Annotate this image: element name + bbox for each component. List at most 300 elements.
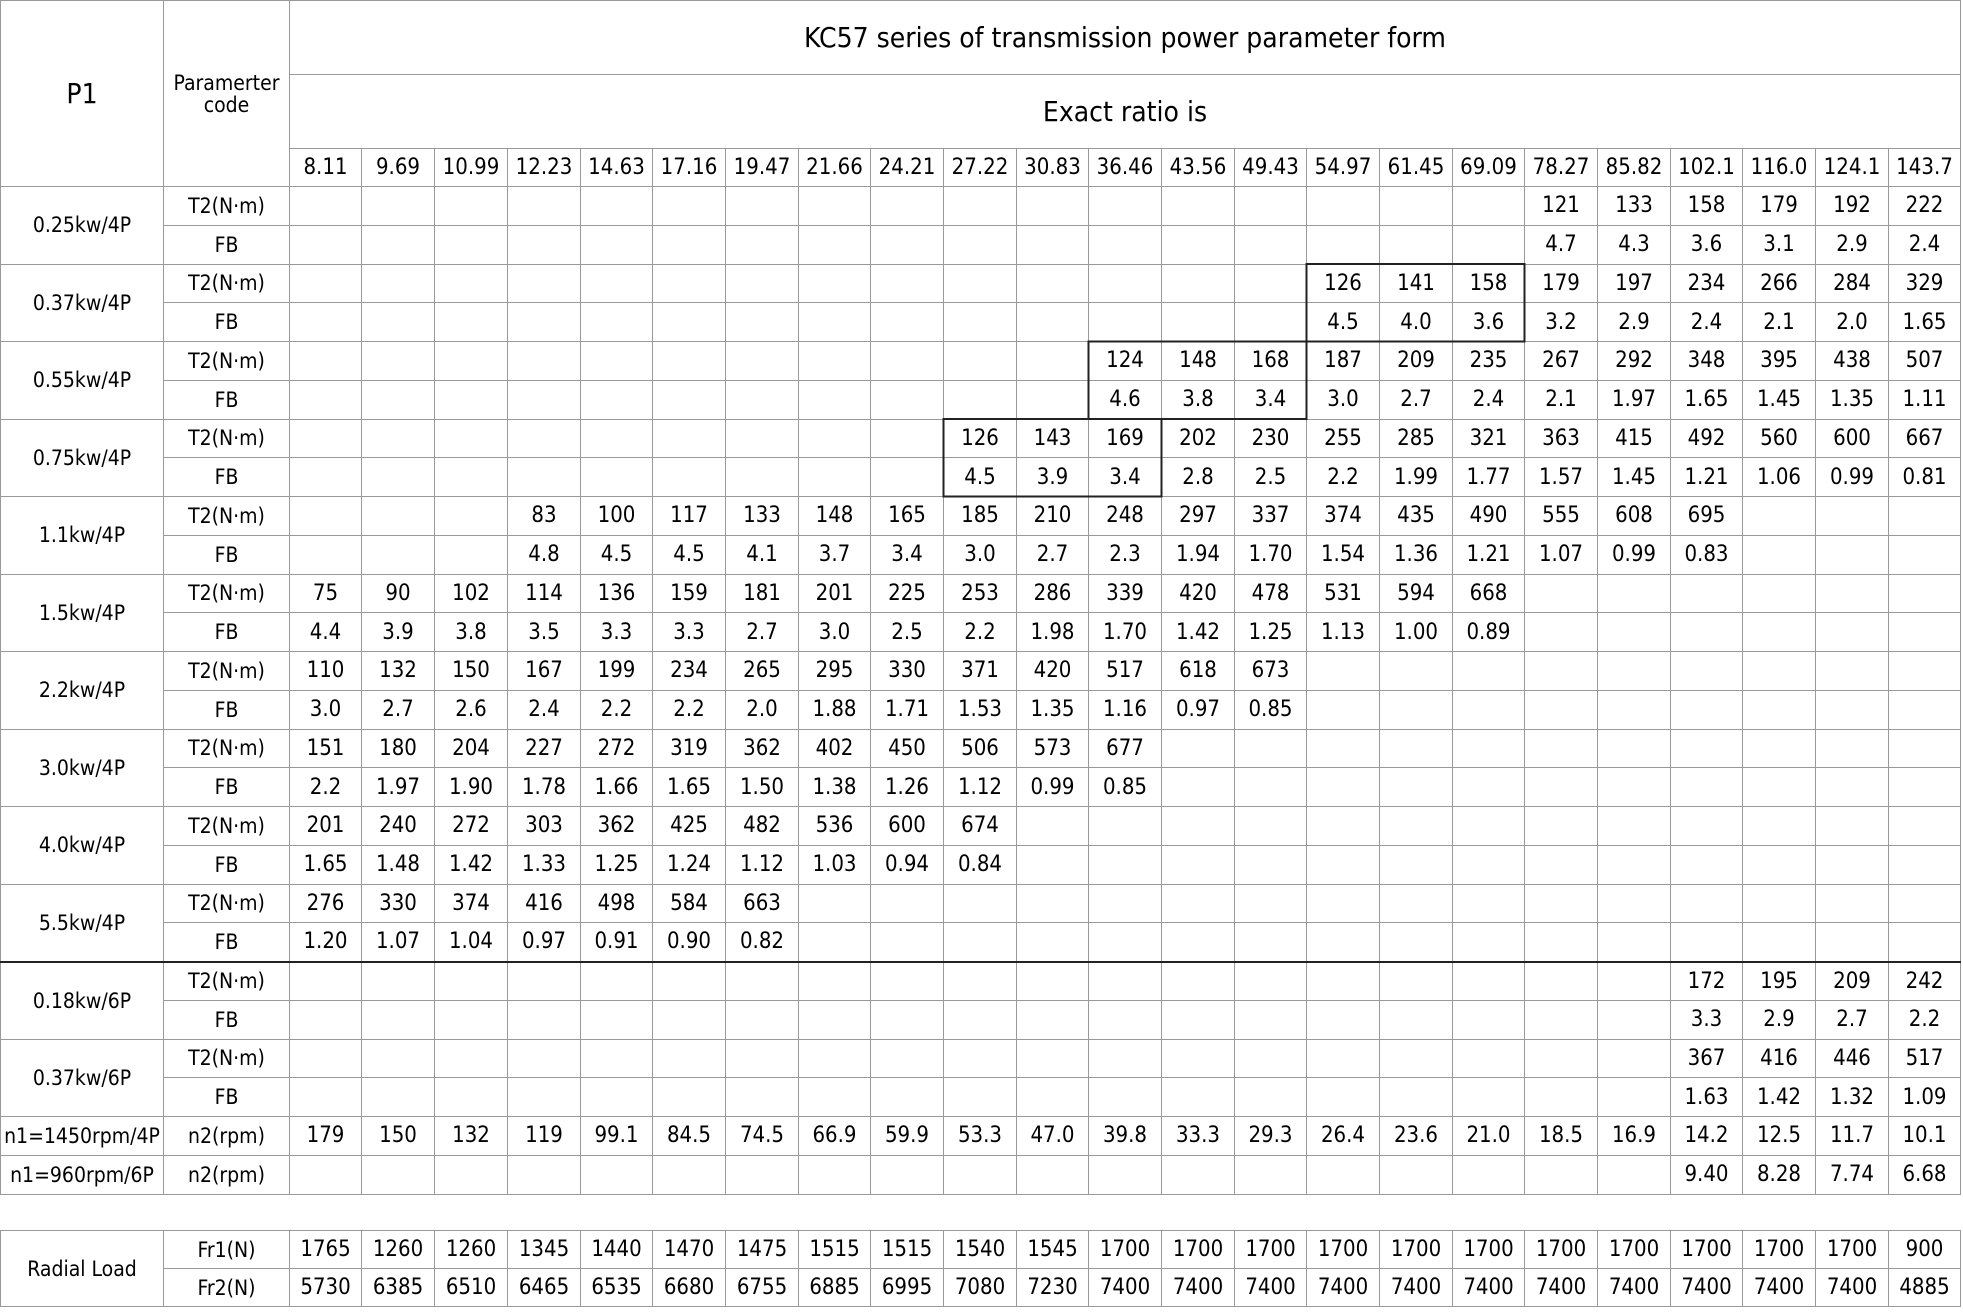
value-cell: [508, 264, 581, 303]
value-cell: [1162, 303, 1235, 342]
value-cell: 4.1: [726, 535, 799, 574]
value-cell: [944, 264, 1017, 303]
value-cell: [1380, 845, 1453, 884]
value-cell: 10.1: [1889, 1117, 1961, 1156]
value-cell: 3.7: [799, 535, 871, 574]
value-cell: [508, 419, 581, 458]
value-cell: 141: [1380, 264, 1453, 303]
value-cell: 121: [1525, 187, 1598, 226]
param-code-cell: FB: [164, 225, 290, 264]
value-cell: 330: [871, 652, 944, 691]
p1-header: P1: [1, 1, 164, 187]
radial-row: [1, 1231, 1961, 1269]
value-cell: 119: [508, 1117, 581, 1156]
value-cell: 7400: [1743, 1269, 1816, 1307]
value-cell: 1.35: [1816, 380, 1889, 419]
ratio-header-cell: 43.56: [1162, 149, 1235, 187]
value-cell: [944, 303, 1017, 342]
value-cell: 1.65: [290, 845, 362, 884]
value-cell: 367: [1671, 1039, 1743, 1078]
param-code-cell: FB: [164, 613, 290, 652]
value-cell: [1743, 535, 1816, 574]
value-cell: 3.0: [290, 690, 362, 729]
table-row: [1, 264, 1961, 303]
value-cell: [1235, 884, 1307, 923]
value-cell: [653, 419, 726, 458]
value-cell: 362: [726, 729, 799, 768]
value-cell: [653, 1155, 726, 1194]
value-cell: [653, 1000, 726, 1039]
value-cell: 1.00: [1380, 613, 1453, 652]
power-label: 0.18kw/6P: [1, 962, 164, 1040]
value-cell: [1089, 845, 1162, 884]
value-cell: 2.9: [1598, 303, 1671, 342]
value-cell: [1889, 690, 1961, 729]
value-cell: [1017, 303, 1089, 342]
value-cell: 242: [1889, 962, 1961, 1001]
value-cell: 234: [1671, 264, 1743, 303]
value-cell: [726, 458, 799, 497]
value-cell: 3.0: [799, 613, 871, 652]
value-cell: 674: [944, 807, 1017, 846]
value-cell: 7230: [1017, 1269, 1089, 1307]
value-cell: 1.25: [1235, 613, 1307, 652]
speed-row: [1, 1117, 1961, 1156]
value-cell: [944, 923, 1017, 962]
value-cell: [871, 225, 944, 264]
value-cell: [1307, 1078, 1380, 1117]
ratio-header-cell: 61.45: [1380, 149, 1453, 187]
param-code-header: Paramerter code: [164, 1, 290, 187]
value-cell: [1525, 962, 1598, 1001]
speed-label: n1=960rpm/6P: [1, 1155, 164, 1194]
value-cell: 415: [1598, 419, 1671, 458]
value-cell: [435, 187, 508, 226]
power-label: 3.0kw/4P: [1, 729, 164, 807]
value-cell: 150: [435, 652, 508, 691]
value-cell: [1889, 884, 1961, 923]
table-row: [1, 1000, 1961, 1039]
value-cell: 395: [1743, 342, 1816, 381]
value-cell: 1.09: [1889, 1078, 1961, 1117]
value-cell: [726, 225, 799, 264]
value-cell: [362, 1039, 435, 1078]
value-cell: 3.3: [581, 613, 653, 652]
value-cell: 435: [1380, 497, 1453, 536]
value-cell: [1598, 768, 1671, 807]
value-cell: [435, 1000, 508, 1039]
value-cell: 618: [1162, 652, 1235, 691]
value-cell: [1380, 962, 1453, 1001]
value-cell: 517: [1089, 652, 1162, 691]
value-cell: [1598, 962, 1671, 1001]
value-cell: [1743, 884, 1816, 923]
value-cell: 7400: [1525, 1269, 1598, 1307]
value-cell: 2.2: [290, 768, 362, 807]
value-cell: 83: [508, 497, 581, 536]
value-cell: 2.9: [1816, 225, 1889, 264]
value-cell: 297: [1162, 497, 1235, 536]
value-cell: 210: [1017, 497, 1089, 536]
value-cell: [799, 458, 871, 497]
value-cell: [581, 1039, 653, 1078]
power-label: 0.25kw/4P: [1, 187, 164, 265]
value-cell: [1743, 497, 1816, 536]
value-cell: 600: [1816, 419, 1889, 458]
value-cell: 3.4: [1235, 380, 1307, 419]
value-cell: 3.1: [1743, 225, 1816, 264]
table-row: [1, 613, 1961, 652]
value-cell: 1345: [508, 1231, 581, 1269]
value-cell: 2.7: [1816, 1000, 1889, 1039]
value-cell: [1816, 768, 1889, 807]
value-cell: 2.4: [1453, 380, 1525, 419]
value-cell: [1671, 690, 1743, 729]
value-cell: [1017, 807, 1089, 846]
value-cell: [799, 187, 871, 226]
value-cell: [1598, 807, 1671, 846]
value-cell: 330: [362, 884, 435, 923]
value-cell: [581, 1155, 653, 1194]
table-row: [1, 187, 1961, 226]
value-cell: [1889, 497, 1961, 536]
value-cell: 1.65: [1889, 303, 1961, 342]
ratio-header-cell: 143.7: [1889, 149, 1961, 187]
value-cell: 1.48: [362, 845, 435, 884]
value-cell: 227: [508, 729, 581, 768]
value-cell: [726, 380, 799, 419]
value-cell: 1700: [1598, 1231, 1671, 1269]
value-cell: 12.5: [1743, 1117, 1816, 1156]
value-cell: [508, 962, 581, 1001]
value-cell: [1816, 574, 1889, 613]
speed-row: [1, 1155, 1961, 1194]
value-cell: 1.07: [362, 923, 435, 962]
value-cell: 26.4: [1307, 1117, 1380, 1156]
param-code-cell: FB: [164, 768, 290, 807]
value-cell: [435, 419, 508, 458]
value-cell: 132: [362, 652, 435, 691]
value-cell: 2.2: [653, 690, 726, 729]
value-cell: [1235, 807, 1307, 846]
value-cell: [1453, 225, 1525, 264]
value-cell: [1453, 962, 1525, 1001]
value-cell: [290, 1000, 362, 1039]
value-cell: 75: [290, 574, 362, 613]
value-cell: [435, 535, 508, 574]
value-cell: 6680: [653, 1269, 726, 1307]
radial-load-table: [0, 1230, 1961, 1307]
value-cell: 195: [1743, 962, 1816, 1001]
value-cell: 1700: [1816, 1231, 1889, 1269]
param-code-cell: T2(N·m): [164, 729, 290, 768]
value-cell: [871, 264, 944, 303]
value-cell: 201: [290, 807, 362, 846]
value-cell: 1.78: [508, 768, 581, 807]
value-cell: 0.91: [581, 923, 653, 962]
value-cell: [435, 342, 508, 381]
value-cell: [1743, 690, 1816, 729]
value-cell: [1598, 613, 1671, 652]
value-cell: [944, 1155, 1017, 1194]
value-cell: [1525, 923, 1598, 962]
value-cell: [1453, 690, 1525, 729]
value-cell: [435, 225, 508, 264]
value-cell: 151: [290, 729, 362, 768]
value-cell: 573: [1017, 729, 1089, 768]
value-cell: 329: [1889, 264, 1961, 303]
value-cell: 4.0: [1380, 303, 1453, 342]
value-cell: 230: [1235, 419, 1307, 458]
value-cell: 285: [1380, 419, 1453, 458]
value-cell: 2.5: [871, 613, 944, 652]
value-cell: 1.65: [653, 768, 726, 807]
value-cell: [1089, 1000, 1162, 1039]
value-cell: [1017, 923, 1089, 962]
value-cell: 425: [653, 807, 726, 846]
value-cell: 6755: [726, 1269, 799, 1307]
table-row: [1, 962, 1961, 1001]
value-cell: 133: [1598, 187, 1671, 226]
value-cell: 0.97: [508, 923, 581, 962]
value-cell: [1307, 845, 1380, 884]
value-cell: [290, 419, 362, 458]
value-cell: [1162, 1000, 1235, 1039]
value-cell: [1235, 1155, 1307, 1194]
value-cell: [726, 1000, 799, 1039]
value-cell: [362, 303, 435, 342]
value-cell: 286: [1017, 574, 1089, 613]
value-cell: [1235, 923, 1307, 962]
ratio-header-cell: 17.16: [653, 149, 726, 187]
ratio-header-cell: 78.27: [1525, 149, 1598, 187]
value-cell: [1089, 1078, 1162, 1117]
value-cell: [1598, 923, 1671, 962]
value-cell: [581, 458, 653, 497]
value-cell: 3.3: [653, 613, 726, 652]
value-cell: [1598, 574, 1671, 613]
value-cell: [1743, 807, 1816, 846]
value-cell: [1017, 1000, 1089, 1039]
value-cell: 7400: [1816, 1269, 1889, 1307]
value-cell: [1743, 574, 1816, 613]
value-cell: [508, 380, 581, 419]
value-cell: 303: [508, 807, 581, 846]
value-cell: [1089, 1155, 1162, 1194]
value-cell: [581, 303, 653, 342]
value-cell: [726, 342, 799, 381]
value-cell: 1700: [1743, 1231, 1816, 1269]
power-label: 1.5kw/4P: [1, 574, 164, 652]
value-cell: [1162, 1039, 1235, 1078]
ratio-subtitle: Exact ratio is: [290, 75, 1961, 149]
value-cell: [1671, 574, 1743, 613]
value-cell: 0.81: [1889, 458, 1961, 497]
value-cell: 179: [1525, 264, 1598, 303]
value-cell: [1307, 1000, 1380, 1039]
value-cell: [1017, 187, 1089, 226]
value-cell: [1453, 845, 1525, 884]
value-cell: [1235, 845, 1307, 884]
value-cell: [1598, 652, 1671, 691]
value-cell: [1453, 768, 1525, 807]
param-code-cell: T2(N·m): [164, 342, 290, 381]
value-cell: 74.5: [726, 1117, 799, 1156]
value-cell: [1162, 1155, 1235, 1194]
value-cell: [1525, 1155, 1598, 1194]
value-cell: [1743, 613, 1816, 652]
value-cell: 2.0: [1816, 303, 1889, 342]
value-cell: [1889, 923, 1961, 962]
value-cell: 374: [435, 884, 508, 923]
param-code-cell: FB: [164, 1000, 290, 1039]
value-cell: [1235, 1078, 1307, 1117]
value-cell: 240: [362, 807, 435, 846]
value-cell: [362, 1078, 435, 1117]
value-cell: [1453, 187, 1525, 226]
value-cell: [1089, 225, 1162, 264]
value-cell: 4.3: [1598, 225, 1671, 264]
value-cell: 165: [871, 497, 944, 536]
value-cell: [1307, 729, 1380, 768]
value-cell: [1380, 652, 1453, 691]
value-cell: [290, 225, 362, 264]
value-cell: [1017, 225, 1089, 264]
value-cell: 100: [581, 497, 653, 536]
value-cell: [1598, 1155, 1671, 1194]
value-cell: 1.53: [944, 690, 1017, 729]
param-code-cell: T2(N·m): [164, 264, 290, 303]
value-cell: [1162, 264, 1235, 303]
value-cell: 132: [435, 1117, 508, 1156]
value-cell: [1743, 923, 1816, 962]
value-cell: 167: [508, 652, 581, 691]
value-cell: 339: [1089, 574, 1162, 613]
value-cell: 0.82: [726, 923, 799, 962]
value-cell: 1700: [1089, 1231, 1162, 1269]
value-cell: 7400: [1235, 1269, 1307, 1307]
value-cell: [1235, 187, 1307, 226]
value-cell: 133: [726, 497, 799, 536]
ratio-header-cell: 102.1: [1671, 149, 1743, 187]
value-cell: 6465: [508, 1269, 581, 1307]
value-cell: [1816, 884, 1889, 923]
value-cell: 1.66: [581, 768, 653, 807]
table-row: [1, 690, 1961, 729]
value-cell: [1162, 923, 1235, 962]
value-cell: 3.2: [1525, 303, 1598, 342]
power-label: 0.75kw/4P: [1, 419, 164, 497]
value-cell: 0.90: [653, 923, 726, 962]
value-cell: 555: [1525, 497, 1598, 536]
value-cell: [1235, 303, 1307, 342]
value-cell: [435, 458, 508, 497]
value-cell: 3.4: [1089, 458, 1162, 497]
value-cell: [1453, 1000, 1525, 1039]
value-cell: [1889, 574, 1961, 613]
value-cell: 1700: [1525, 1231, 1598, 1269]
value-cell: [362, 264, 435, 303]
value-cell: [581, 187, 653, 226]
value-cell: 222: [1889, 187, 1961, 226]
value-cell: [581, 342, 653, 381]
value-cell: 1.42: [1743, 1078, 1816, 1117]
value-cell: 1.24: [653, 845, 726, 884]
value-cell: 168: [1235, 342, 1307, 381]
value-cell: [1017, 962, 1089, 1001]
value-cell: 900: [1889, 1231, 1961, 1269]
value-cell: 3.6: [1671, 225, 1743, 264]
table-row: [1, 652, 1961, 691]
value-cell: [726, 1155, 799, 1194]
param-code-cell: FB: [164, 380, 290, 419]
value-cell: [871, 884, 944, 923]
value-cell: 1.97: [362, 768, 435, 807]
value-cell: [1017, 1078, 1089, 1117]
value-cell: [653, 458, 726, 497]
value-cell: 4.7: [1525, 225, 1598, 264]
power-label: 0.37kw/6P: [1, 1039, 164, 1117]
param-code-cell: Fr2(N): [164, 1269, 290, 1307]
power-label: 2.2kw/4P: [1, 652, 164, 730]
value-cell: [1453, 652, 1525, 691]
value-cell: [581, 264, 653, 303]
value-cell: [653, 264, 726, 303]
value-cell: 29.3: [1235, 1117, 1307, 1156]
value-cell: [1453, 923, 1525, 962]
ratio-header-cell: 14.63: [581, 149, 653, 187]
value-cell: 1.50: [726, 768, 799, 807]
ratio-header-cell: 12.23: [508, 149, 581, 187]
value-cell: [1017, 1039, 1089, 1078]
value-cell: [944, 1000, 1017, 1039]
value-cell: 677: [1089, 729, 1162, 768]
value-cell: 53.3: [944, 1117, 1017, 1156]
value-cell: 1.94: [1162, 535, 1235, 574]
value-cell: 148: [1162, 342, 1235, 381]
value-cell: 209: [1380, 342, 1453, 381]
value-cell: [1889, 535, 1961, 574]
ratio-header-cell: 24.21: [871, 149, 944, 187]
value-cell: [1380, 729, 1453, 768]
table-row: [1, 1078, 1961, 1117]
param-code-cell: T2(N·m): [164, 419, 290, 458]
value-cell: [362, 225, 435, 264]
table-row: [1, 225, 1961, 264]
value-cell: 6.68: [1889, 1155, 1961, 1194]
value-cell: [1235, 962, 1307, 1001]
value-cell: [581, 1000, 653, 1039]
value-cell: 2.5: [1235, 458, 1307, 497]
value-cell: 3.8: [435, 613, 508, 652]
table-row: [1, 535, 1961, 574]
value-cell: 3.6: [1453, 303, 1525, 342]
value-cell: [290, 303, 362, 342]
value-cell: [1017, 264, 1089, 303]
value-cell: 1.26: [871, 768, 944, 807]
value-cell: 1.16: [1089, 690, 1162, 729]
value-cell: 416: [508, 884, 581, 923]
value-cell: [1889, 613, 1961, 652]
value-cell: [944, 884, 1017, 923]
power-label: 4.0kw/4P: [1, 807, 164, 885]
param-code-cell: T2(N·m): [164, 497, 290, 536]
value-cell: 2.8: [1162, 458, 1235, 497]
value-cell: [944, 962, 1017, 1001]
value-cell: 2.7: [726, 613, 799, 652]
value-cell: [1089, 884, 1162, 923]
value-cell: 187: [1307, 342, 1380, 381]
